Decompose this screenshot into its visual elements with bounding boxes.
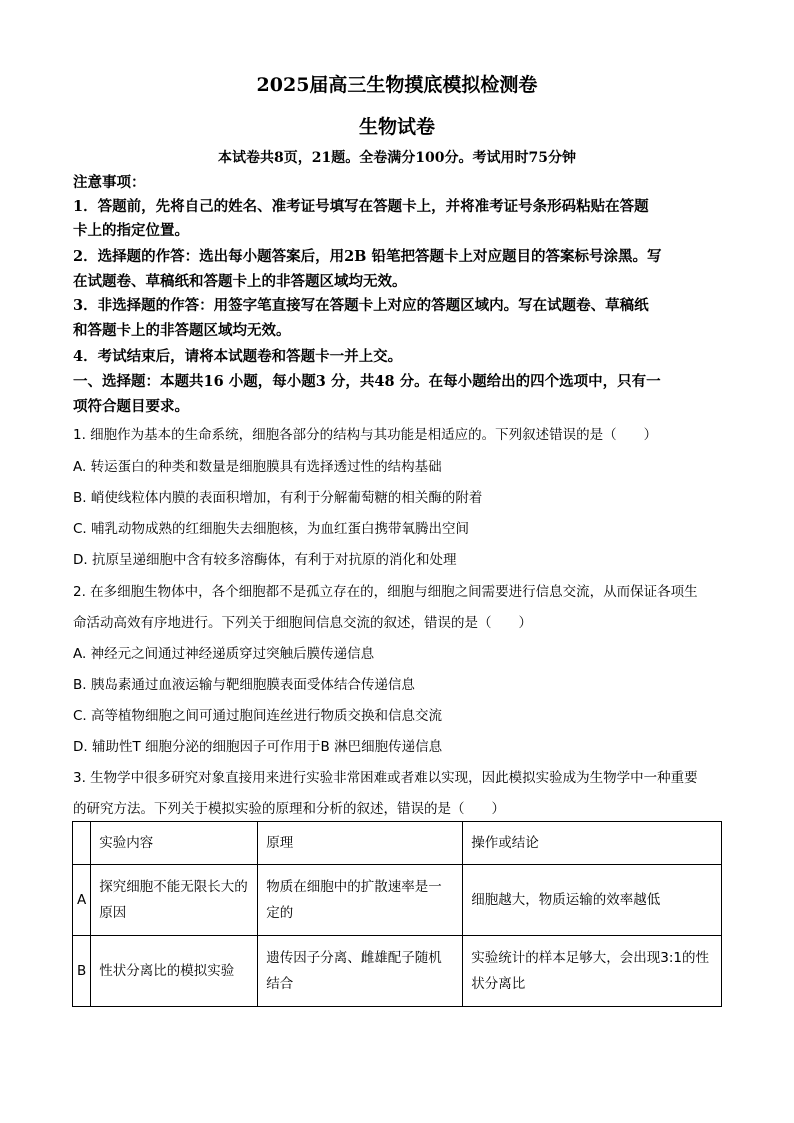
note-line: 卡上的指定位置。 [73,222,189,239]
question-3-stem: 3. 生物学中很多研究对象直接用来进行实验非常困难或者难以实现，因此模拟实验成为生物学中一种重要 [73,770,698,786]
question-3-stem-cont: 的研究方法。下列关于模拟实验的原理和分析的叙述，错误的是（ ） [73,801,505,817]
note-line: 2．选择题的作答：选出每小题答案后，用2B 铅笔把答题卡上对应题目的答案标号涂黑。写 [73,248,662,265]
section-heading: 一、选择题：本题共16 小题，每小题3 分，共48 分。在每小题给出的四个选项中，只有一 [73,373,661,390]
question-2-stem: 2. 在多细胞生物体中，各个细胞都不是孤立存在的，细胞与细胞之间需要进行信息交流，从而保证各项生 [73,584,698,600]
experiment-content-cell: 性状分离比的模拟实验 [91,936,258,1007]
table-header-cell: 实验内容 [91,822,258,865]
question-2-option-a: A. 神经元之间通过神经递质穿过突触后膜传递信息 [73,646,375,662]
subject-title: 生物试卷 [358,116,435,138]
table-row [73,936,722,1007]
experiment-content-cell: 探究细胞不能无限长大的原因 [91,865,258,936]
table-header-row [73,822,722,865]
row-label: A [73,865,91,936]
note-line: 4．考试结束后，请将本试题卷和答题卡一并上交。 [73,348,403,365]
principle-cell: 物质在细胞中的扩散速率是一定的 [258,865,463,936]
question-1-option-c: C. 哺乳动物成熟的红细胞失去细胞核，为血红蛋白携带氧腾出空间 [73,521,470,537]
main-title: 2025届高三生物摸底模拟检测卷 [256,74,538,96]
table-row [73,865,722,936]
note-line: 在试题卷、草稿纸和答题卡上的非答题区域均无效。 [73,273,407,290]
question-1-option-a: A. 转运蛋白的种类和数量是细胞膜具有选择透过性的结构基础 [73,459,442,475]
question-2-stem-cont: 命活动高效有序地进行。下列关于细胞间信息交流的叙述，错误的是（ ） [73,615,532,631]
notes-heading: 注意事项： [73,174,146,191]
row-label: B [73,936,91,1007]
section-heading-cont: 项符合题目要求。 [73,398,189,415]
note-line: 3．非选择题的作答：用签字笔直接写在答题卡上对应的答题区域内。写在试题卷、草稿纸 [73,297,649,314]
table-header-cell: 操作或结论 [463,822,722,865]
question-1-stem: 1. 细胞作为基本的生命系统，细胞各部分的结构与其功能是相适应的。下列叙述错误的是（ ） [73,427,658,443]
conclusion-cell: 实验统计的样本足够大，会出现3:1的性状分离比 [463,936,722,1007]
experiment-table [72,821,722,1007]
table-header-cell: 原理 [258,822,463,865]
table-header-cell [73,822,91,865]
note-line: 1．答题前，先将自己的姓名、准考证号填写在答题卡上，并将准考证号条形码粘贴在答题 [73,198,649,215]
note-line: 和答题卡上的非答题区域均无效。 [73,322,291,339]
question-2-option-c: C. 高等植物细胞之间可通过胞间连丝进行物质交换和信息交流 [73,708,443,724]
question-1-option-b: B. 峭使线粒体内膜的表面积增加，有利于分解葡萄糖的相关酶的附着 [73,490,483,506]
exam-info: 本试卷共8页，21题。全卷满分100分。考试用时75分钟 [218,150,576,166]
question-1-option-d: D. 抗原呈递细胞中含有较多溶酶体，有利于对抗原的消化和处理 [73,552,457,568]
conclusion-cell: 细胞越大，物质运输的效率越低 [463,865,722,936]
question-2-option-b: B. 胰岛素通过血液运输与靶细胞膜表面受体结合传递信息 [73,677,415,693]
principle-cell: 遗传因子分离、雌雄配子随机结合 [258,936,463,1007]
question-2-option-d: D. 辅助性T 细胞分泌的细胞因子可作用于B 淋巴细胞传递信息 [73,739,443,755]
